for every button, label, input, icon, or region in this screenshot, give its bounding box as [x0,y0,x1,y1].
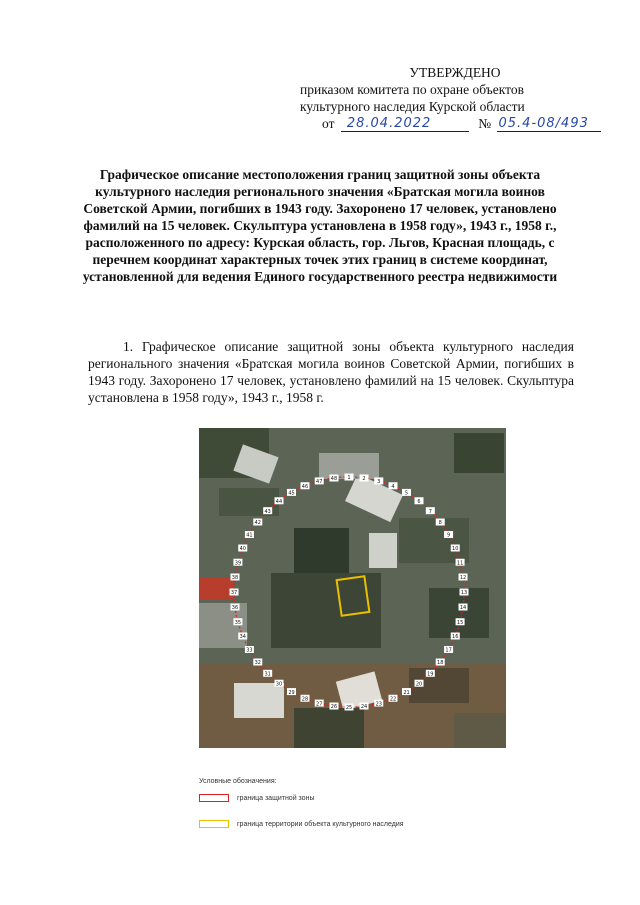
svg-text:3: 3 [377,479,381,486]
svg-text:22: 22 [389,696,397,703]
svg-text:44: 44 [275,498,283,505]
svg-text:26: 26 [330,704,338,711]
approval-block [300,64,600,132]
boundary-point-5 [402,489,411,497]
boundary-point-22 [389,695,398,703]
handwritten-number: 05.4-08/493 [498,116,589,131]
boundary-point-18 [436,659,445,667]
legend-title: Условные обозначения: [199,778,277,785]
date-field [341,117,469,132]
legend-swatch-red [199,794,229,802]
paragraph-1 [88,338,574,406]
boundary-point-1 [345,474,354,482]
svg-text:24: 24 [360,704,368,711]
svg-text:9: 9 [446,532,451,539]
boundary-point-15 [456,618,465,626]
boundary-point-8 [436,518,445,526]
svg-text:33: 33 [246,647,253,654]
svg-text:11: 11 [456,560,464,567]
boundary-point-37 [230,589,239,597]
boundary-point-4 [389,482,398,490]
boundary-point-40 [238,544,247,552]
svg-text:18: 18 [437,660,444,667]
svg-text:15: 15 [456,619,464,626]
boundary-point-23 [374,700,383,708]
svg-text:42: 42 [254,520,261,527]
legend-item-object-territory [199,818,404,830]
from-label: от [322,116,335,131]
boundary-point-33 [245,646,254,654]
svg-text:19: 19 [427,671,434,678]
boundary-point-48 [329,474,338,482]
boundary-point-14 [459,604,468,612]
legend-label-protection-zone: граница защитной зоны [237,794,315,802]
boundary-point-21 [402,688,411,696]
svg-text:28: 28 [301,696,309,703]
boundary-point-13 [460,589,469,597]
svg-text:47: 47 [316,479,323,486]
document-title: Графическое описание местоположения границ защитной зоны объекта культурного наследия регионального значения «Братская могила воинов Советской Армии, погибших в 1943 году. Захоронено 17 человек, установлено фамилий на 15 человек. Скульптура установлена в 1958 году», 1943 г., 1958 г., расположенного по адресу: Курская область, гор. Льгов, Красная площадь, с перечнем координат характерных точек этих границ в системе координат, установленной для ведения Единого государственного реестра недвижимости [82,167,558,284]
svg-text:39: 39 [234,560,242,567]
svg-text:12: 12 [459,575,467,582]
boundary-point-10 [451,544,460,552]
boundary-point-43 [263,507,272,515]
boundary-point-11 [456,559,465,567]
boundary-point-26 [329,703,338,711]
svg-text:31: 31 [264,671,271,678]
svg-text:38: 38 [231,575,239,582]
boundary-point-19 [426,670,435,678]
boundary-point-34 [238,633,247,641]
boundary-point-32 [253,659,262,667]
svg-text:43: 43 [264,508,271,515]
boundary-point-16 [451,633,460,641]
svg-text:34: 34 [239,634,246,641]
svg-text:10: 10 [452,546,459,553]
legend-item-protection-zone [199,792,314,804]
svg-text:16: 16 [452,634,459,641]
svg-text:40: 40 [239,546,246,553]
boundary-point-12 [459,573,468,581]
approval-date-number-row [300,115,600,132]
boundary-point-24 [360,703,369,711]
svg-text:14: 14 [459,605,467,612]
boundary-point-35 [233,618,242,626]
svg-text:1: 1 [347,475,351,482]
boundary-point-30 [274,680,283,688]
legend-swatch-yellow [199,820,229,828]
svg-text:36: 36 [231,605,239,612]
svg-text:25: 25 [345,705,353,712]
svg-text:30: 30 [275,681,283,688]
svg-text:27: 27 [316,701,323,708]
boundary-point-42 [253,518,262,526]
boundary-point-29 [287,688,296,696]
svg-text:8: 8 [438,520,442,527]
map-svg [199,428,506,748]
handwritten-date: 28.04.2022 [346,116,432,131]
boundary-point-38 [230,573,239,581]
boundary-point-17 [444,646,453,654]
paragraph-1-text: 1. Графическое описание защитной зоны объекта культурного наследия регионального значения «Братская могила воинов Советской Армии, погибших в 1943 году. Захоронено 17 человек, установлено фамилий на 15 человек. Скульптура установлена в 1958 году», 1943 г., 1958 г. [88,339,574,405]
boundary-point-31 [263,670,272,678]
svg-text:20: 20 [415,681,423,688]
svg-text:32: 32 [254,660,261,667]
boundary-point-36 [230,604,239,612]
svg-text:5: 5 [404,490,409,497]
boundary-point-3 [374,477,383,485]
approval-line-2: культурного наследия Курской области [300,99,525,114]
svg-text:7: 7 [428,508,432,515]
boundary-point-44 [274,497,283,505]
boundary-point-41 [245,531,254,539]
approval-heading: УТВЕРЖДЕНО [409,65,501,80]
legend-label-object-territory: граница территории объекта культурного наследия [237,820,404,828]
boundary-point-28 [300,695,309,703]
boundary-point-39 [233,559,242,567]
boundary-point-47 [315,477,324,485]
boundary-point-6 [415,497,424,505]
boundary-point-25 [345,704,354,712]
svg-text:41: 41 [246,532,253,539]
approval-line-1: приказом комитета по охране объектов [300,82,524,97]
svg-text:29: 29 [288,689,295,696]
boundary-point-45 [287,489,296,497]
boundary-point-27 [315,700,324,708]
svg-text:46: 46 [301,483,309,490]
svg-text:13: 13 [460,590,468,597]
svg-text:2: 2 [362,476,366,483]
boundary-point-20 [415,680,424,688]
svg-text:4: 4 [391,483,395,490]
svg-text:23: 23 [375,701,382,708]
boundary-point-7 [426,507,435,515]
boundary-point-46 [300,482,309,490]
number-label: № [478,116,492,131]
svg-text:35: 35 [234,619,242,626]
svg-text:21: 21 [403,689,410,696]
svg-text:45: 45 [288,490,295,497]
boundary-point-9 [444,531,453,539]
number-field [497,117,601,132]
svg-text:6: 6 [417,498,421,505]
satellite-map [199,428,506,748]
svg-text:37: 37 [230,590,238,597]
svg-text:48: 48 [330,476,338,483]
svg-text:17: 17 [445,647,452,654]
boundary-point-2 [360,474,369,482]
